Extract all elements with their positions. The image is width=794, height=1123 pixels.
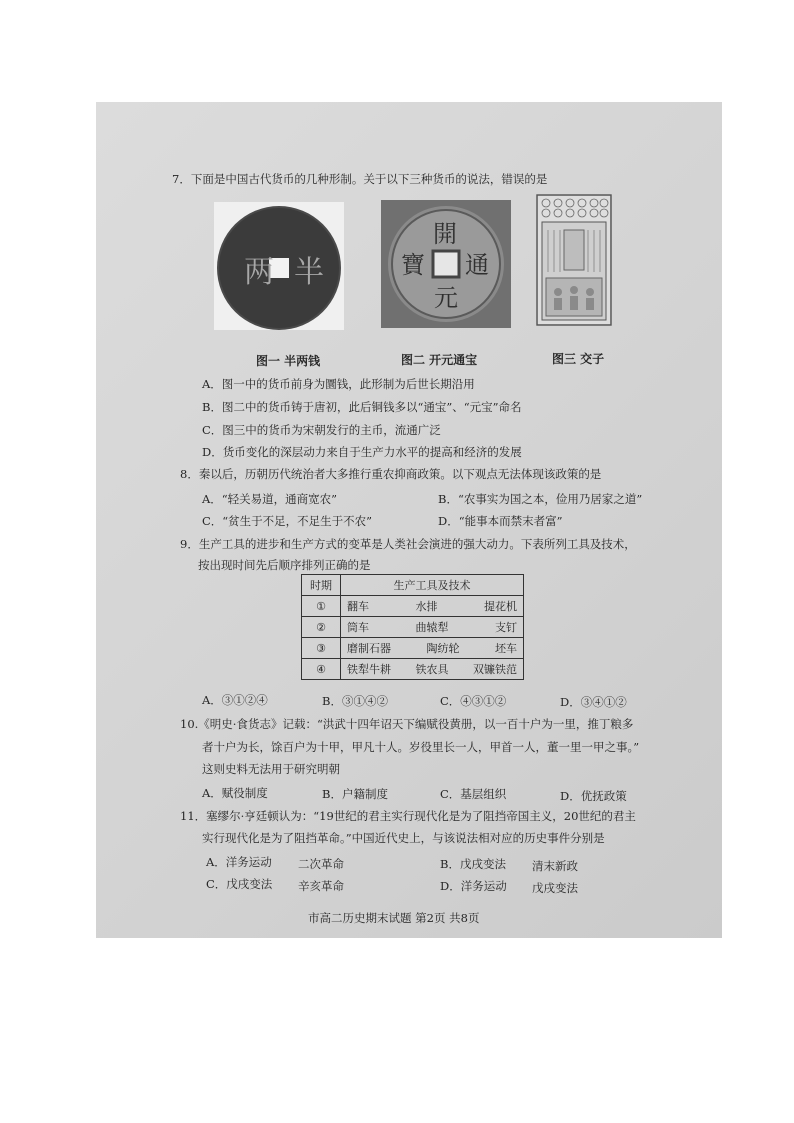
tool-item: 提花机	[484, 600, 517, 613]
caption-kaiyuan: 图二 开元通宝	[401, 353, 478, 367]
q9-option-b: B．③①④②	[322, 694, 388, 708]
jiaozi-note-image	[536, 194, 612, 326]
q9-stem-line2: 按出现时间先后顺序排列正确的是	[198, 558, 371, 572]
q11-option-a-event: 二次革命	[298, 857, 344, 871]
page-footer: 市高二历史期末试题 第2页 共8页	[308, 911, 480, 925]
q8-option-b: B．“农事实为国之本，俭用乃居家之道”	[438, 492, 643, 506]
row-period: ①	[302, 596, 341, 617]
exam-page	[96, 102, 722, 938]
q9-option-c: C．④③①②	[440, 694, 507, 708]
coin2-char-top: 開	[433, 220, 457, 248]
row-period: ④	[302, 659, 341, 680]
kaiyuan-coin-image	[381, 200, 511, 328]
tool-item: 筒车	[347, 621, 369, 634]
q7-stem: 7．下面是中国古代货币的几种形制。关于以下三种货币的说法，错误的是	[172, 172, 548, 186]
tool-item: 曲辕犁	[415, 621, 449, 634]
coin2-char-left: 寶	[401, 251, 425, 279]
q11-stem-line1: 11．塞缪尔·亨廷顿认为：“19世纪的君主实行现代化是为了阻挡帝国主义，20世纪的君主	[180, 809, 636, 823]
caption-jiaozi: 图三 交子	[552, 352, 605, 366]
q10-option-c: C．基层组织	[440, 787, 507, 801]
table-row	[302, 617, 524, 638]
q11-stem-line2: 实行现代化是为了阻挡革命。”中国近代史上，与该说法相对应的历史事件分别是	[202, 831, 605, 845]
tool-item: 支钉	[495, 621, 517, 634]
tools-table	[301, 574, 524, 680]
table-header-row	[302, 575, 524, 596]
q11-option-b-event: 清末新政	[532, 859, 578, 873]
tool-item: 水排	[415, 600, 438, 613]
banliang-coin-image	[214, 202, 344, 330]
tool-item: 坯车	[495, 642, 517, 655]
q11-option-a-label: A．洋务运动	[206, 855, 272, 869]
q8-option-d: D．“能事本而禁末者富”	[438, 514, 563, 528]
table-row	[302, 659, 524, 680]
q10-stem-line2: 者十户为长，馀百户为十甲，甲凡十人。岁役里长一人，甲首一人，董一里一甲之事。”	[202, 740, 640, 754]
q11-option-c-event: 辛亥革命	[298, 879, 344, 893]
row-period: ②	[302, 617, 341, 638]
q8-option-a: A．“轻关易道，通商宽农”	[202, 492, 338, 506]
q9-option-d: D．③④①②	[560, 695, 627, 709]
row-period: ③	[302, 638, 341, 659]
q11-option-c-label: C．戊戌变法	[206, 877, 273, 891]
q7-option-b: B．图二中的货币铸于唐初，此后铜钱多以“通宝”、“元宝”命名	[202, 400, 522, 414]
q10-option-d: D．优抚政策	[560, 789, 627, 803]
q10-stem-line1: 10.《明史·食货志》记载：“洪武十四年诏天下编赋役黄册，以一百十户为一里，推丁粮多	[180, 717, 634, 731]
tool-item: 双镰铁范	[473, 663, 517, 676]
tool-item: 铁犁牛耕	[347, 663, 391, 676]
coin1-char-left: 两	[244, 255, 274, 290]
header-tools: 生产工具及技术	[341, 575, 524, 596]
q10-option-b: B．户籍制度	[322, 787, 388, 801]
q8-stem: 8．秦以后，历朝历代统治者大多推行重农抑商政策。以下观点无法体现该政策的是	[180, 467, 602, 481]
q11-option-d-event: 戊戌变法	[532, 881, 578, 895]
tool-item: 陶纺轮	[426, 642, 460, 655]
tool-item: 铁农具	[415, 663, 449, 676]
coin2-char-bottom: 元	[434, 284, 458, 312]
q9-option-a: A．③①②④	[202, 693, 268, 707]
q10-stem-line3: 这则史料无法用于研究明朝	[202, 762, 340, 776]
caption-banliang: 图一 半两钱	[256, 354, 321, 368]
q10-option-a: A．赋役制度	[202, 786, 268, 800]
header-period: 时期	[302, 575, 341, 596]
coin2-char-right: 通	[465, 251, 489, 279]
q7-option-d: D．货币变化的深层动力来自于生产力水平的提高和经济的发展	[202, 445, 522, 459]
table-row	[302, 638, 524, 659]
coin1-char-right: 半	[294, 255, 324, 290]
q8-option-c: C．“贫生于不足，不足生于不农”	[202, 514, 373, 528]
q7-option-a: A．图一中的货币前身为圜钱，此形制为后世长期沿用	[202, 377, 475, 391]
tool-item: 翻车	[347, 600, 369, 613]
q7-option-c: C．图三中的货币为宋朝发行的主币，流通广泛	[202, 423, 441, 437]
table-row	[302, 596, 524, 617]
tool-item: 磨制石器	[347, 642, 391, 655]
q11-option-b-label: B．戊戌变法	[440, 857, 506, 871]
q9-stem-line1: 9．生产工具的进步和生产方式的变革是人类社会演进的强大动力。下表所列工具及技术，	[180, 537, 636, 551]
q11-option-d-label: D．洋务运动	[440, 879, 507, 893]
